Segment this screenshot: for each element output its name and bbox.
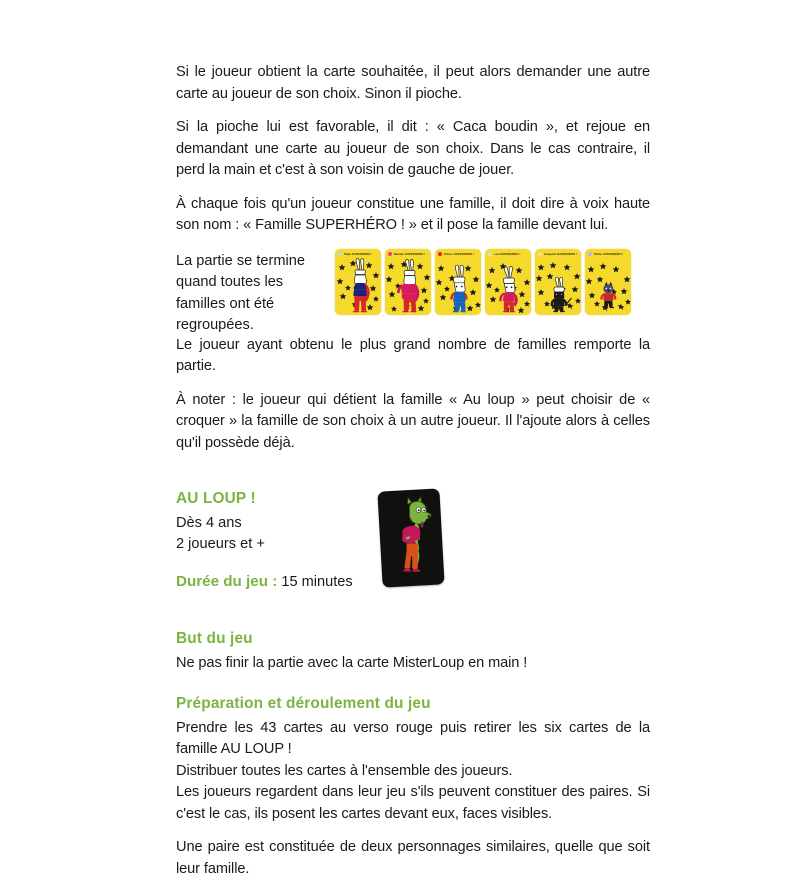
au-loup-players: 2 joueurs et + (176, 536, 265, 552)
card-color-dot (488, 252, 492, 256)
card-color-dot (538, 252, 542, 256)
duration-label: Durée du jeu : (176, 573, 278, 590)
au-loup-section (176, 490, 650, 608)
character-ptilou-illustration (585, 258, 631, 315)
duration-value: 15 minutes (281, 574, 353, 590)
character-simon-illustration (435, 258, 481, 315)
family-card-name: Simon SUPERHÉRO ! (444, 251, 475, 257)
family-card-caption (338, 251, 379, 257)
family-card-name: Papa SUPERHÉRO ! (344, 251, 373, 257)
preparation-heading: Préparation et déroulement du jeu (176, 694, 431, 712)
card-color-dot (338, 252, 342, 256)
preparation-paragraph-3: Les joueurs regardent dans leur jeu s'ils peuvent constituer des paires. Si c'est le cas, ils posent les cartes devant eux, faces visibles. (176, 784, 650, 822)
character-papa-illustration (335, 258, 381, 315)
character-gaspard-illustration (535, 258, 581, 315)
character-lou-illustration (485, 258, 531, 315)
family-card-papa (335, 249, 381, 315)
preparation-paragraph-1: Prendre les 43 cartes au verso rouge puis retirer les six cartes de la famille AU LOUP ! (176, 719, 650, 757)
card-row-caption: La partie se termine quand toutes les familles ont été regroupées. (176, 252, 305, 333)
character-misterloup-illustration (377, 488, 444, 587)
family-card-list (335, 249, 631, 315)
paragraph-2: Si la pioche lui est favorable, il dit : « Caca boudin », et rejoue en demandant une carte au joueur de son choix. Dans le cas contraire, il perd la main et c'est à son voisin de gauche de jouer. (176, 119, 650, 178)
family-card-caption (588, 251, 629, 257)
character-maman-illustration (385, 258, 431, 315)
paragraph-3: À chaque fois qu'un joueur constitue une famille, il doit dire à voix haute son nom : « Famille SUPERHÉRO ! » et il pose la famille devant lui. (176, 195, 650, 233)
paragraph-5: À noter : le joueur qui détient la famille « Au loup » peut choisir de « croquer » la famille de son choix à un autre joueur. Il l'ajoute alors à celles qu'il possède déjà. (176, 391, 650, 451)
family-card-caption (488, 251, 529, 257)
card-color-dot (588, 252, 592, 256)
document-content (176, 62, 650, 892)
family-card-name: Maman SUPERHÉRO ! (394, 251, 426, 257)
misterloup-card (377, 488, 444, 587)
family-card-simon (435, 249, 481, 315)
family-card-caption (388, 251, 429, 257)
card-color-dot (388, 252, 392, 256)
family-card-name: Gaspard SUPERHÉRO ! (544, 251, 577, 257)
au-loup-age: Dès 4 ans (176, 515, 242, 531)
family-card-maman (385, 249, 431, 315)
preparation-paragraph-2: Distribuer toutes les cartes à l'ensemble des joueurs. (176, 762, 513, 779)
family-card-name: Ptilou SUPERHÉRO ! (594, 251, 624, 257)
but-du-jeu-text: Ne pas finir la partie avec la carte MisterLoup en main ! (176, 655, 528, 671)
card-color-dot (438, 252, 442, 256)
family-card-lou (485, 249, 531, 315)
family-card-gaspard (535, 249, 581, 315)
paragraph-1: Si le joueur obtient la carte souhaitée, il peut alors demander une autre carte au joueur de son choix. Sinon il pioche. (176, 64, 650, 102)
preparation-paragraph-4: Une paire est constituée de deux personnages similaires, quelle que soit leur famille. (176, 839, 650, 877)
superhero-family-card-row (176, 249, 650, 333)
paragraph-4: Le joueur ayant obtenu le plus grand nombre de familles remporte la partie. (176, 336, 650, 374)
family-card-caption (538, 251, 579, 257)
but-du-jeu-heading: But du jeu (176, 630, 253, 647)
au-loup-title: AU LOUP ! (176, 490, 256, 507)
family-card-ptilou (585, 249, 631, 315)
family-card-caption (438, 251, 479, 257)
family-card-name: Lou SUPERHÉRO ! (494, 251, 521, 257)
